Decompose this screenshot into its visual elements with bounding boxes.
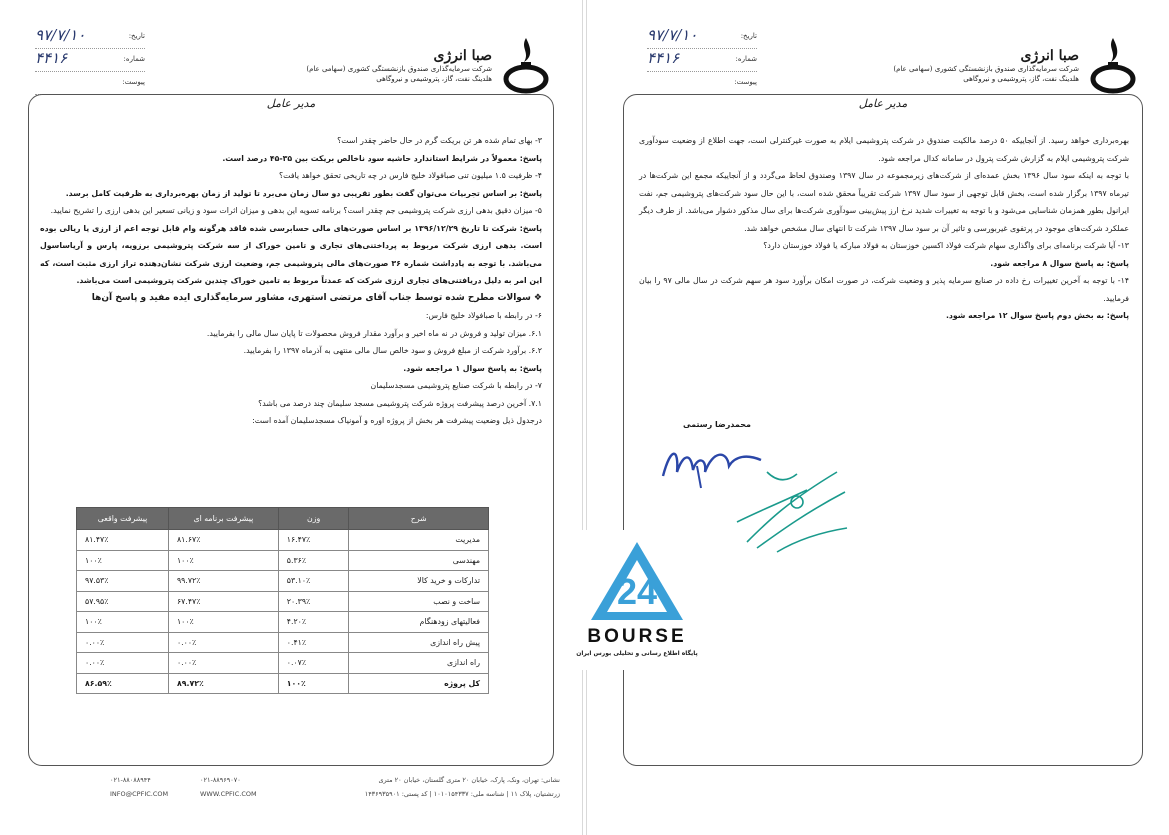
cell: ۹۹.۷۲٪ [168, 571, 278, 592]
footer-email: INFO@CPFIC.COM [110, 790, 169, 798]
cell: پیش راه اندازی [349, 632, 489, 653]
cell: ۰.۰۰٪ [77, 632, 169, 653]
bourse24-tagline: پایگاه اطلاع رسانی و تحلیلی بورس ایران [576, 650, 698, 657]
cell: ۵۷.۹۵٪ [77, 591, 169, 612]
cell: ۴.۲۰٪ [278, 612, 349, 633]
answer-paragraph: پاسخ: به پاسخ سوال ۸ مراجعه شود. [990, 258, 1129, 268]
company-block [893, 48, 1079, 84]
number-value: ۴۴۱۶ [647, 49, 680, 67]
table-row [77, 632, 489, 653]
cell: راه اندازی [349, 653, 489, 674]
number-label: شماره: [123, 55, 145, 63]
paragraph: ۷- در رابطه با شرکت صنایع پتروشیمی مسجدسلیمان [370, 381, 542, 390]
col-header: وزن [278, 508, 349, 530]
date-row [35, 26, 145, 49]
paragraph: ۱۳- آیا شرکت برنامه‌ای برای واگذاری سهام شرکت فولاد اکسین خوزستان به فولاد مبارکه یا فولاد خوزستان دارد؟ [763, 241, 1129, 250]
table-row [77, 653, 489, 674]
number-value: ۴۴۱۶ [35, 49, 68, 67]
attachment-row [647, 72, 757, 95]
cell: ۱۰۰٪ [77, 550, 169, 571]
paragraph: ۶- در رابطه با صبافولاد خلیج فارس: [425, 311, 542, 320]
signatory-name: محمدرضا رستمی [682, 420, 752, 429]
section-heading: ❖ سوالات مطرح شده توسط جناب آقای مرتضی استهری، مشاور سرمایه‌گذاری ایده مفید و پاسخ آن‌ها [91, 292, 542, 303]
company-name: صبا انرژی [433, 48, 492, 64]
company-holding-line: هلدینگ نفت، گاز، پتروشیمی و نیروگاهی [376, 75, 492, 83]
cell: مهندسی [349, 550, 489, 571]
frame-title: مدیر عامل [858, 97, 908, 110]
company-holding-line: هلدینگ نفت، گاز، پتروشیمی و نیروگاهی [963, 75, 1079, 83]
table-header-row [77, 508, 489, 530]
cell: ۸۹.۷۲٪ [168, 673, 278, 694]
letter-body-right [639, 132, 1129, 325]
frame-title: مدیر عامل [266, 97, 316, 110]
table-row [77, 591, 489, 612]
cell: ۸۶.۵۹٪ [77, 673, 169, 694]
letter-page-right [586, 0, 1169, 835]
paragraph: ۷.۱. آخرین درصد پیشرفت پروژه شرکت پتروشیمی مسجد سلیمان چند درصد می باشد؟ [258, 398, 542, 408]
date-label: تاریخ: [740, 32, 757, 40]
paragraph: با توجه به اینکه سود سال ۱۳۹۶ بخش عمده‌ای از شرکت‌های زیرمجموعه در سال ۱۳۹۷ وصندوق لحاظ می‌گردد و از آنجاییکه مجمع این شرکت‌ها در تیرماه ۱۳۹۷ برگزار شده است، بخش قابل توجهی از سود سال ۱۳۹۷ شرکت تقریباً محقق شده است، با این حال سود شرکت‌های پتروشیمی جم، نفت ایرانول بطور همزمان شناسایی می‌شود و با توجه به تغییرات شدید نرخ ارز پیش‌بینی سودآوری شرکت‌ها برای سال مذکور دشوار می‌باشد. از طرف دیگر عملکرد شرکت‌های موجود در پرتفوی غیربورسی و تاثیر آن بر سود سال ۱۳۹۷ شرکت تا انتهای سال مشخص خواهد شد. [639, 171, 1129, 233]
paragraph: ۵- میزان دقیق بدهی ارزی شرکت پتروشیمی جم چقدر است؟ برنامه تسویه این بدهی و میزان اثرات سود و زیانی تسعیر این بدهی ارزی را تشریح نمایید. [50, 206, 542, 215]
cell: ۵۳.۱۰٪ [278, 571, 349, 592]
letter-body-left [40, 132, 542, 430]
cell: ۰.۰۰٪ [77, 653, 169, 674]
cell: مدیریت [349, 530, 489, 551]
attachment-label: پیوست: [734, 78, 757, 86]
letter-meta [35, 26, 145, 95]
answer-paragraph: پاسخ: به پاسخ سوال ۱ مراجعه شود. [403, 363, 542, 373]
cell: ۹۷.۵۳٪ [77, 571, 169, 592]
cell: ۸۱.۶۷٪ [168, 530, 278, 551]
footer-website: WWW.CPFIC.COM [200, 790, 257, 798]
col-header: پیشرفت واقعی [77, 508, 169, 530]
letter-page-left [0, 0, 583, 835]
date-value: ۹۷/۷/۱۰ [35, 26, 86, 44]
attachment-label: پیوست: [122, 78, 145, 86]
bourse24-watermark [573, 530, 701, 670]
bourse24-wordmark: BOURSE [587, 626, 687, 647]
table-row [77, 612, 489, 633]
cell: ۱۶.۴۷٪ [278, 530, 349, 551]
company-subtitle: شرکت سرمایه‌گذاری صندوق بازنشستگی کشوری (سهامی عام) [893, 65, 1079, 73]
col-header: شرح [349, 508, 489, 530]
company-subtitle: شرکت سرمایه‌گذاری صندوق بازنشستگی کشوری (سهامی عام) [306, 65, 492, 73]
attachment-row [35, 72, 145, 95]
number-label: شماره: [735, 55, 757, 63]
footer-postal: زرتشتیان، پلاک ۱۱ | شناسه ملی: ۱۰۱۰۱۵۴۳۳۷ | کد پستی: ۱۴۳۶۹۳۵۹۰۱ [364, 790, 560, 798]
date-value: ۹۷/۷/۱۰ [647, 26, 698, 44]
letter-footer [90, 776, 560, 806]
company-name: صبا انرژی [1020, 48, 1079, 64]
cell: ۵.۳۶٪ [278, 550, 349, 571]
paragraph: ۶.۱. میزان تولید و فروش در نه ماه اخیر و برآورد مقدار فروش محصولات تا پایان سال مالی را بفرمایید. [206, 328, 542, 338]
saba-energy-logo-icon [1087, 34, 1139, 94]
cell: ۱۰۰٪ [77, 612, 169, 633]
paragraph: ۶.۲. برآورد شرکت از مبلغ فروش و سود خالص سال مالی منتهی به آذرماه ۱۳۹۷ را بفرمایید. [243, 346, 542, 355]
project-progress-table [76, 507, 489, 694]
company-stamp-icon [727, 452, 857, 562]
paragraph: درجدول ذیل وضعیت پیشرفت هر بخش از پروژه اوره و آمونیاک مسجدسلیمان آمده است: [252, 416, 542, 425]
cell: ۰.۴۱٪ [278, 632, 349, 653]
answer-paragraph: پاسخ: بر اساس تجربیات می‌توان گفت بطور تقریبی دو سال زمان می‌برد تا تولید از زمان بهره‌برداری به ظرفیت کامل برسد. [65, 188, 542, 198]
cell: ۱۰۰٪ [278, 673, 349, 694]
table-row [77, 530, 489, 551]
footer-phone: ۰۲۱-۸۸۹۶۹۰۷۰ [200, 776, 241, 784]
cell: ۶۷.۴۷٪ [168, 591, 278, 612]
cell: ۰.۰۰٪ [168, 632, 278, 653]
bourse24-logo-icon [587, 538, 687, 624]
paragraph: ۱۴- با توجه به آخرین تغییرات رخ داده در صنایع سرمایه پذیر و وضعیت شرکت، در صورت امکان برآورد سود هر سهم شرکت در سال مالی ۹۷ را بیان فرمایید. [639, 276, 1130, 303]
cell: تدارکات و خرید کالا [349, 571, 489, 592]
answer-paragraph: پاسخ: شرکت تا تاریخ ۱۳۹۶/۱۲/۲۹ بر اساس صورت‌های مالی حسابرسی شده فاقد هرگونه وام قابل توجه اعم از ارزی یا ریالی بوده است. بدهی ارزی شرکت مربوط به پرداختنی‌های تجاری و تامین خوراک از سه شرکت پتروشیمی برزویه، پارس و آریاساسول می‌باشد. با توجه به یادداشت شماره ۳۶ صورت‌های مالی پتروشیمی جم، وضعیت ارزی شرکت نشان‌دهنده تراز ارزی مثبت است، که این امر به دلیل دریافتنی‌های تجاری ارزی شرکت که عمدتاً مربوط به تامین خوراک چندین شرکت پتروشیمی است می‌باشد. [40, 223, 542, 285]
letterhead [0, 26, 582, 96]
cell: ساخت و نصب [349, 591, 489, 612]
paragraph: ۴- ظرفیت ۱.۵ میلیون تنی صبافولاد خلیج فارس در چه تاریخی تحقق خواهد یافت؟ [279, 171, 542, 180]
cell: ۱۰۰٪ [168, 612, 278, 633]
cell: کل پروژه [349, 673, 489, 694]
number-row [35, 49, 145, 72]
date-row [647, 26, 757, 49]
answer-paragraph: پاسخ: به بخش دوم پاسخ سوال ۱۲ مراجعه شود. [945, 311, 1129, 320]
footer-fax: ۰۲۱-۸۸۰۸۸۹۴۴ [110, 776, 151, 784]
company-block [306, 48, 492, 84]
date-label: تاریخ: [128, 32, 145, 40]
letter-meta [647, 26, 757, 95]
table-row [77, 550, 489, 571]
bourse24-number: 24 [616, 571, 658, 612]
footer-address: نشانی: تهران، ونک، پارک، خیابان ۲۰ متری گلستان، خیابان ۲۰ متری [378, 776, 560, 784]
paragraph: بهره‌برداری خواهد رسید. از آنجاییکه ۵۰ درصد مالکیت صندوق در شرکت پتروشیمی ایلام به صورت غیرکنترلی است، جهت اطلاع از وضعیت سودآوری شرکت پتروشیمی ایلام به گزارش شرکت پترول در سامانه کدال مراجعه شود. [639, 136, 1129, 163]
number-row [647, 49, 757, 72]
table-row [77, 571, 489, 592]
col-header: پیشرفت برنامه ای [168, 508, 278, 530]
saba-energy-logo-icon [500, 34, 552, 94]
paragraph: ۳- بهای تمام شده هر تن بریکت گرم در حال حاضر چقدر است؟ [337, 136, 542, 145]
letterhead [587, 26, 1169, 96]
answer-paragraph: پاسخ: معمولاً در شرایط استاندارد حاشیه سود ناخالص بریکت بین ۳۵-۴۵ درصد است. [222, 153, 542, 163]
cell: فعالیتهای زودهنگام [349, 612, 489, 633]
cell: ۱۰۰٪ [168, 550, 278, 571]
cell: ۰.۰۷٪ [278, 653, 349, 674]
cell: ۲۰.۳۹٪ [278, 591, 349, 612]
cell: ۸۱.۴۷٪ [77, 530, 169, 551]
cell: ۰.۰۰٪ [168, 653, 278, 674]
table-total-row [77, 673, 489, 694]
